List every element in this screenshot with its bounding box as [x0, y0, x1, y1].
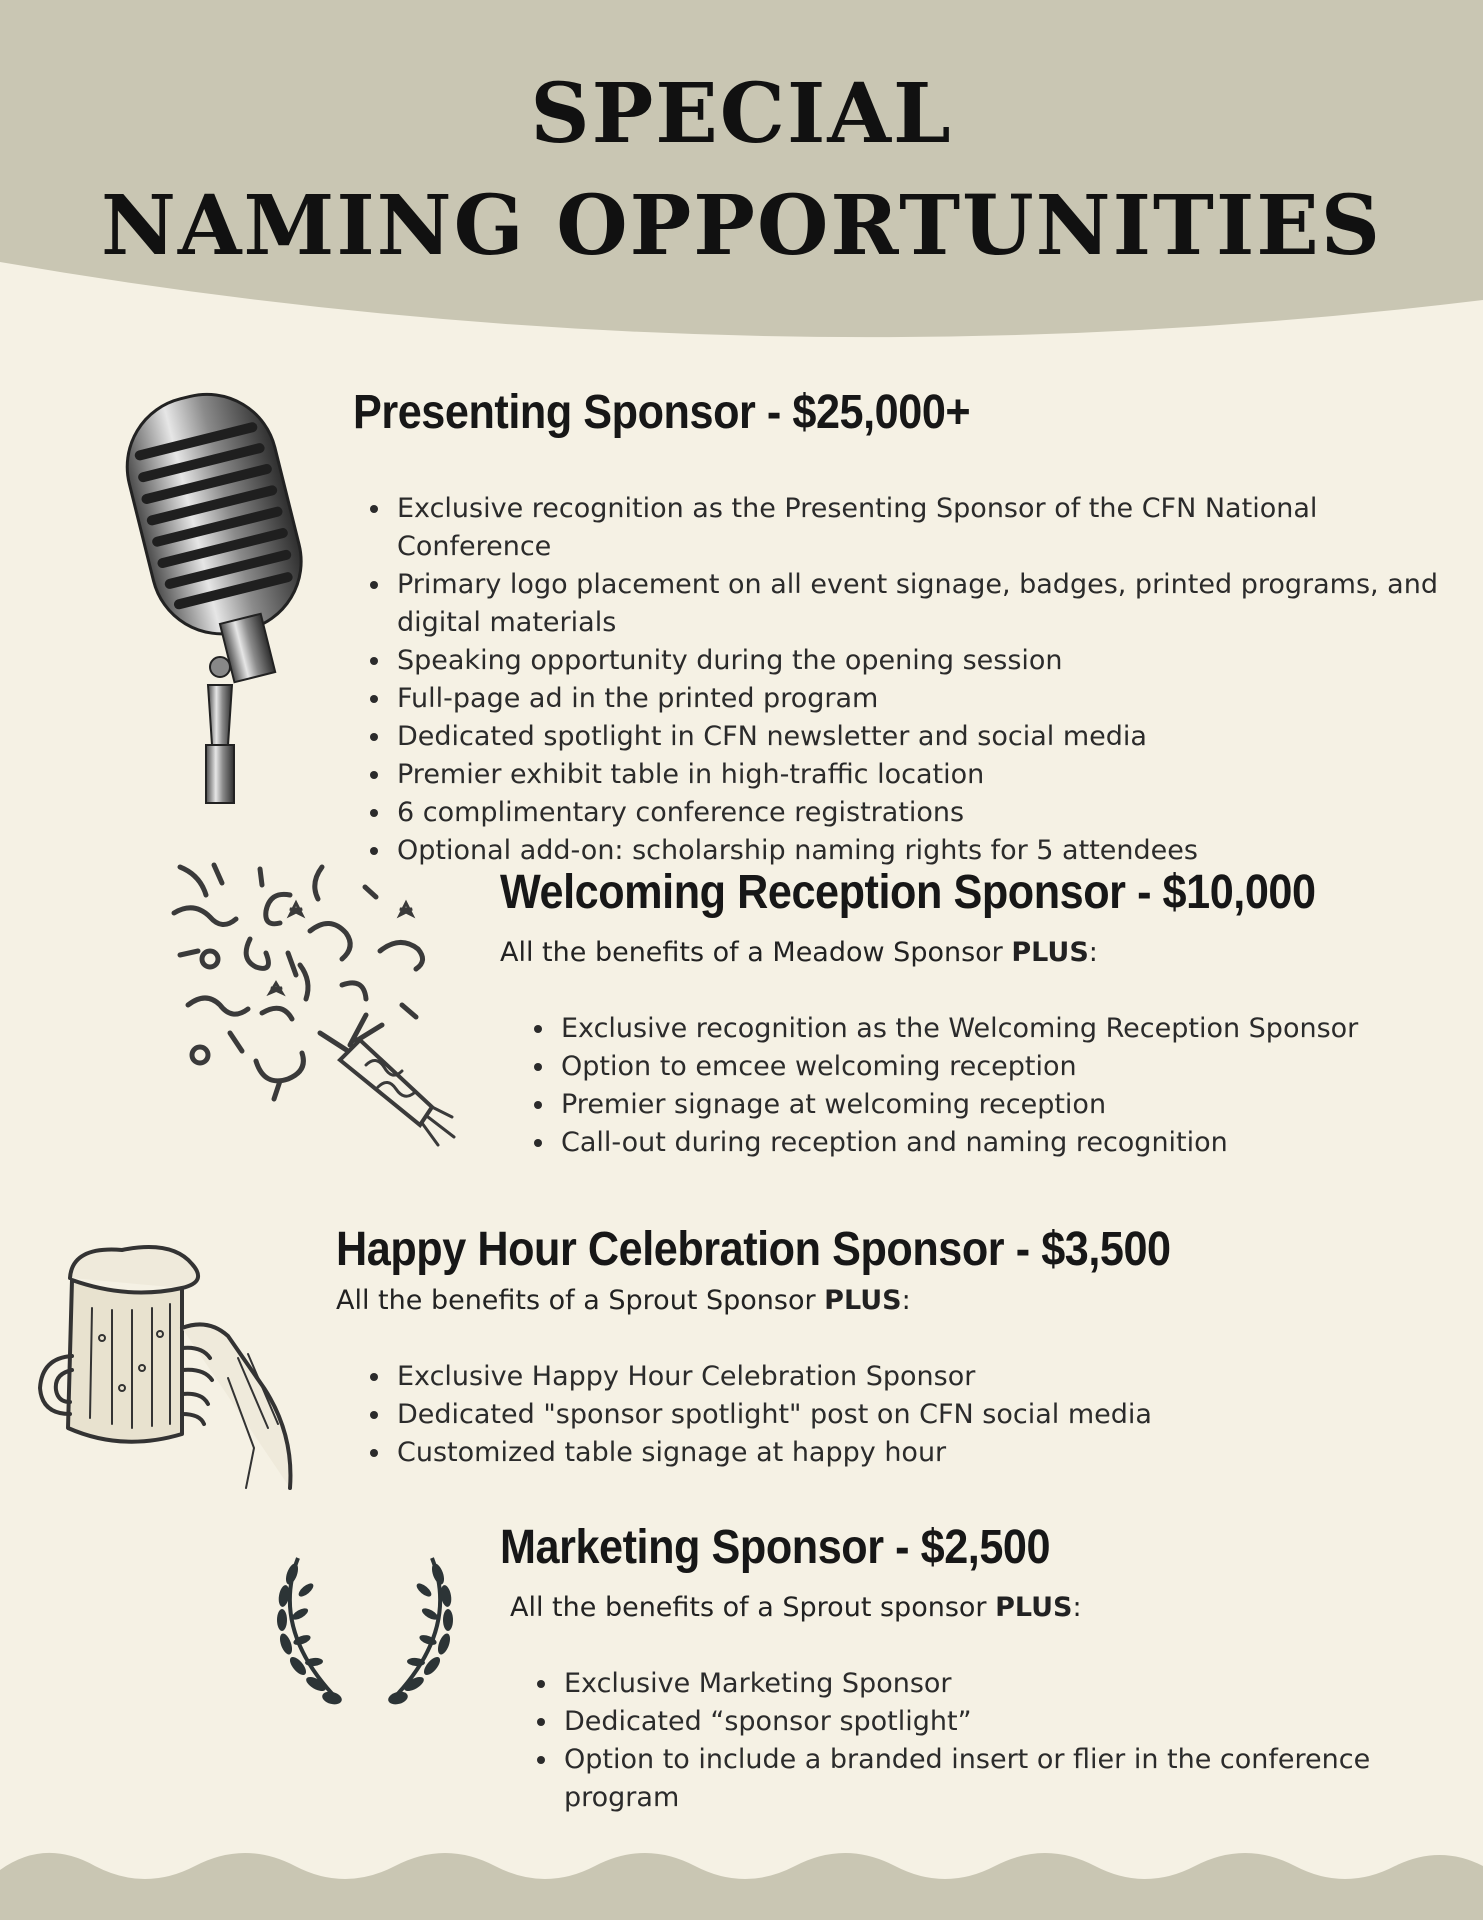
lead-punctuation: : — [1072, 1592, 1082, 1623]
list-item: • Dedicated "sponsor spotlight" post on CFN social media — [393, 1396, 1456, 1434]
section-lead — [500, 934, 1460, 972]
benefits-list — [500, 1665, 1460, 1817]
page-title — [0, 58, 1483, 282]
list-item: • Exclusive recognition as the Presenting Sponsor of the CFN National Conference — [393, 490, 1478, 566]
section-heading: Marketing Sponsor - $2,500 — [500, 1521, 1051, 1574]
benefits-list — [353, 490, 1478, 870]
benefits-list — [336, 1358, 1456, 1472]
laurel-wreath-icon — [270, 1550, 460, 1710]
list-item: • Full-page ad in the printed program — [393, 680, 1478, 718]
footer-wave — [0, 1840, 1483, 1920]
title-line-1: SPECIAL — [530, 66, 953, 162]
list-item: • Option to include a branded insert or flier in the conference program — [560, 1741, 1460, 1817]
microphone-icon — [120, 385, 320, 805]
list-item: • Speaking opportunity during the opening session — [393, 642, 1478, 680]
list-item: • Exclusive Happy Hour Celebration Sponsor — [393, 1358, 1456, 1396]
list-item: • Exclusive recognition as the Welcoming Reception Sponsor — [557, 1010, 1460, 1048]
lead-text: All the benefits of a Meadow Sponsor — [500, 937, 1012, 968]
list-item: • Exclusive Marketing Sponsor — [560, 1665, 1460, 1703]
lead-emphasis: PLUS — [824, 1285, 902, 1316]
welcoming-reception-section — [500, 863, 1460, 1162]
lead-punctuation: : — [901, 1285, 911, 1316]
presenting-sponsor-section — [353, 383, 1478, 870]
lead-text: All the benefits of a Sprout sponsor — [510, 1592, 996, 1623]
list-item: • Customized table signage at happy hour — [393, 1434, 1456, 1472]
list-item: • Dedicated spotlight in CFN newsletter and social media — [393, 718, 1478, 756]
section-lead — [510, 1589, 1460, 1627]
beer-mug-icon — [32, 1238, 302, 1490]
list-item: • Dedicated “sponsor spotlight” — [560, 1703, 1460, 1741]
list-item: • Premier signage at welcoming reception — [557, 1086, 1460, 1124]
list-item: • 6 complimentary conference registrations — [393, 794, 1478, 832]
list-item: • Option to emcee welcoming reception — [557, 1048, 1460, 1086]
lead-text: All the benefits of a Sprout Sponsor — [336, 1285, 825, 1316]
list-item: • Premier exhibit table in high-traffic location — [393, 756, 1478, 794]
list-item: • Primary logo placement on all event signage, badges, printed programs, and digital materials — [393, 566, 1478, 642]
section-heading: Welcoming Reception Sponsor - $10,000 — [500, 866, 1316, 919]
lead-emphasis: PLUS — [1011, 937, 1089, 968]
lead-punctuation: : — [1088, 937, 1098, 968]
section-heading: Presenting Sponsor - $25,000+ — [353, 386, 971, 439]
title-line-2: NAMING OPPORTUNITIES — [100, 178, 1383, 274]
benefits-list — [500, 1010, 1460, 1162]
happy-hour-section — [336, 1220, 1456, 1472]
section-heading: Happy Hour Celebration Sponsor - $3,500 — [336, 1223, 1171, 1276]
section-lead — [336, 1282, 1456, 1320]
marketing-sponsor-section — [500, 1518, 1460, 1817]
lead-emphasis: PLUS — [995, 1592, 1073, 1623]
list-item: • Call-out during reception and naming recognition — [557, 1124, 1460, 1162]
party-popper-icon — [170, 855, 460, 1155]
list-item: • Optional add-on: scholarship naming rights for 5 attendees — [393, 832, 1478, 870]
